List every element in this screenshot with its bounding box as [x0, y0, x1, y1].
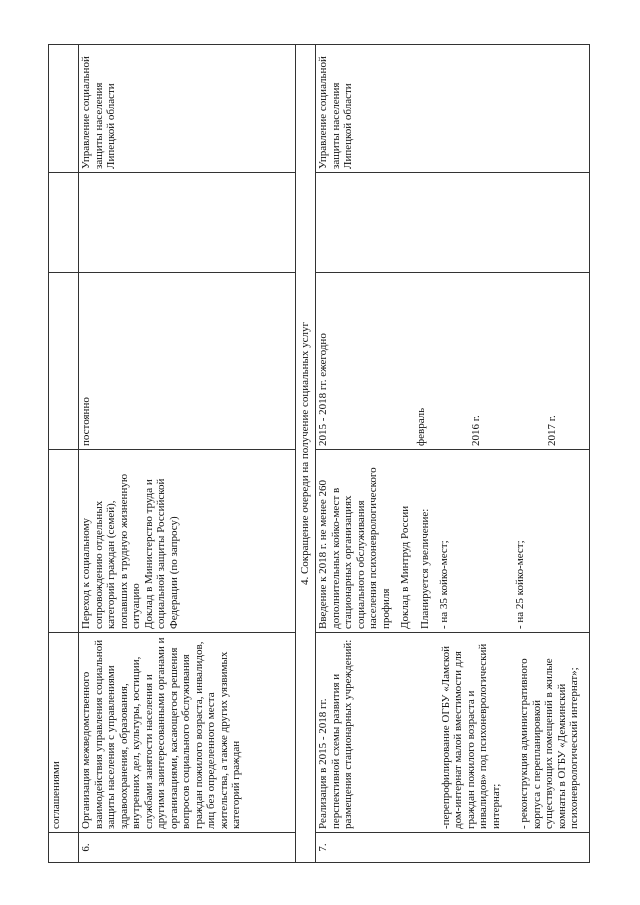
- measure-text: Организация межведомственного взаимодействия управления социальной защиты населения с управлениями здравоохранения, образования, внутренних дел, культуры, юстиции, службами занятости населения и другими заинтересованными органами и организациями, касающегося решения вопросов социального обслуживания граждан пожилого возраста, инвалидов, лиц без определенного места жительства, а также других уязвимых категорий граждан: [80, 637, 242, 829]
- term-cell: [79, 273, 296, 450]
- term-sub-text: 2017 г.: [545, 415, 558, 446]
- responsible-text: Управление социальной защиты населения Липецкой области: [317, 56, 354, 169]
- measure-text: соглашениями: [50, 761, 62, 829]
- result-cell: [316, 450, 590, 633]
- term-report-text: февраль: [414, 407, 427, 446]
- num-cell: [49, 833, 79, 863]
- term-cell: [316, 273, 590, 450]
- num-cell: [79, 833, 296, 863]
- section-row: [296, 45, 316, 863]
- measure-cell: [79, 633, 296, 833]
- measures-table: [48, 44, 590, 863]
- result-text: Переход к социальному сопровождению отдельных категорий граждан (семей), попавших в трудную жизненную ситуацию Доклад в Министерство труда и социальной защиты Российской Федерации (по запросу): [80, 473, 180, 629]
- result-cell: [79, 450, 296, 633]
- measure-cell: [316, 633, 590, 833]
- table-row-7: [316, 45, 590, 863]
- section-heading: 4. Сокращение очереди на получение социальных услуг: [296, 45, 316, 863]
- row-number: 6.: [80, 843, 92, 852]
- responsible-cell: [79, 45, 296, 173]
- rotated-content: [48, 45, 580, 863]
- measure-sub-text: -перепрофилирование ОГБУ «Ламской дом-интернат малой вместимости для граждан пожилого возраста и инвалидов» под психоневрологический интернат;: [439, 643, 502, 829]
- row-number: 7.: [317, 843, 329, 852]
- measure-cell: [49, 633, 79, 833]
- document-page: [48, 45, 580, 863]
- responsible-cell: [316, 45, 590, 173]
- result-text: Введение к 2018 г. не менее 260 дополнительных койко-мест в стационарных организациях социального обслуживания населения психоневрологического профиля: [317, 467, 392, 629]
- result-plan-text: Планируется увеличение:: [418, 508, 431, 629]
- table-row-continuation: [49, 45, 79, 863]
- term-text: постоянно: [80, 397, 92, 446]
- measure-text: Реализация в 2015 - 2018 гг. перспективной схемы развития и размещения стационарных учреждений:: [317, 639, 354, 829]
- result-sub-text: - на 25 койко-мест;: [513, 540, 526, 629]
- measure-sub-text: - реконструкция административного корпуса с перепланировкой существующих помещений в жилые комнаты в ОГБУ «Демкинский психоневрологический интернат»;: [518, 658, 580, 829]
- table-row-6: [79, 45, 296, 863]
- num-cell: [316, 833, 590, 863]
- term-sub-text: 2016 г.: [470, 415, 482, 446]
- result-report-text: Доклад в Минтруд России: [399, 505, 411, 629]
- responsible-text: Управление социальной защиты населения Липецкой области: [80, 56, 117, 169]
- term-text: 2015 - 2018 гг. ежегодно: [317, 333, 329, 446]
- result-sub-text: - на 35 койко-мест;: [438, 540, 450, 629]
